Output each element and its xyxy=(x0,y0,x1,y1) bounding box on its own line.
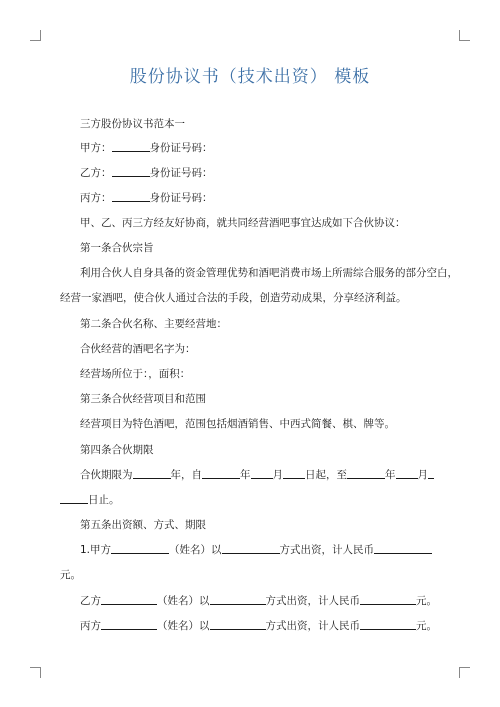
page-corner-mark-top-right xyxy=(459,30,470,41)
blank-field xyxy=(112,191,150,202)
page-corner-mark-bottom-left xyxy=(30,667,41,678)
blank-field xyxy=(111,543,169,554)
blank-field xyxy=(374,543,432,554)
blank-field xyxy=(210,594,266,605)
paragraph-text: 利用合伙人自身具备的资金管理优势和酒吧消费市场上所需综合服务的部分空白， xyxy=(80,267,458,279)
paragraph-text: 经营项目为特色酒吧，范围包括烟酒销售、中西式简餐、棋、牌等。 xyxy=(80,418,395,430)
section-heading-2: 第二条合伙名称、主要经营地： xyxy=(80,318,227,330)
party-b-line: 乙方： 身份证号码： xyxy=(80,167,213,179)
document-title: 股份协议书（技术出资） 模板 xyxy=(129,67,371,87)
section-heading-4: 第四条合伙期限 xyxy=(80,444,154,456)
section-heading-1: 第一条合伙宗旨 xyxy=(80,242,154,254)
blank-field xyxy=(428,468,434,479)
blank-field xyxy=(112,141,150,152)
page-corner-mark-bottom-right xyxy=(459,667,470,678)
contribution-party-b: 乙方 （姓名）以 方式出资，计人民币 元。 xyxy=(80,595,437,607)
blank-field xyxy=(251,468,273,479)
blank-field xyxy=(347,468,385,479)
party-c-line: 丙方： 身份证号码： xyxy=(80,192,213,204)
blank-field xyxy=(133,468,171,479)
paragraph-intro: 甲、乙、丙三方经友好协商，就共同经营酒吧事宜达成如下合伙协议： xyxy=(80,217,406,229)
blank-field xyxy=(360,594,416,605)
blank-field xyxy=(222,543,280,554)
party-a-line: 甲方： 身份证号码： xyxy=(80,142,213,154)
blank-field xyxy=(396,468,418,479)
blank-field xyxy=(210,619,266,630)
term-line: 合伙期限为 年，自 年 月 日起，至 年 月 xyxy=(80,468,434,482)
blank-field xyxy=(112,166,150,177)
contribution-party-a: 1.甲方 （姓名）以 方式出资，计人民币 xyxy=(80,543,432,557)
paragraph-text: 经营场所位于：，面积： xyxy=(80,368,191,380)
section-heading-3: 第三条合伙经营项目和范围 xyxy=(80,393,206,405)
term-end-line: 日止。 xyxy=(60,493,120,507)
blank-field xyxy=(60,493,88,504)
page-corner-mark-top-left xyxy=(30,30,41,41)
blank-field xyxy=(101,619,157,630)
section-heading-5: 第五条出资额、方式、期限 xyxy=(80,519,206,531)
blank-field xyxy=(101,594,157,605)
paragraph-text: 合伙经营的酒吧名字为： xyxy=(80,343,196,355)
blank-field xyxy=(202,468,240,479)
blank-field xyxy=(283,468,305,479)
paragraph-text: 经营一家酒吧，使合伙人通过合法的手段，创造劳动成果，分享经济利益。 xyxy=(60,292,407,304)
paragraph-text: 元。 xyxy=(60,569,81,581)
blank-field xyxy=(360,619,416,630)
paragraph-subtitle: 三方股份协议书范本一 xyxy=(80,118,185,130)
contribution-party-c: 丙方 （姓名）以 方式出资，计人民币 元。 xyxy=(80,620,437,632)
